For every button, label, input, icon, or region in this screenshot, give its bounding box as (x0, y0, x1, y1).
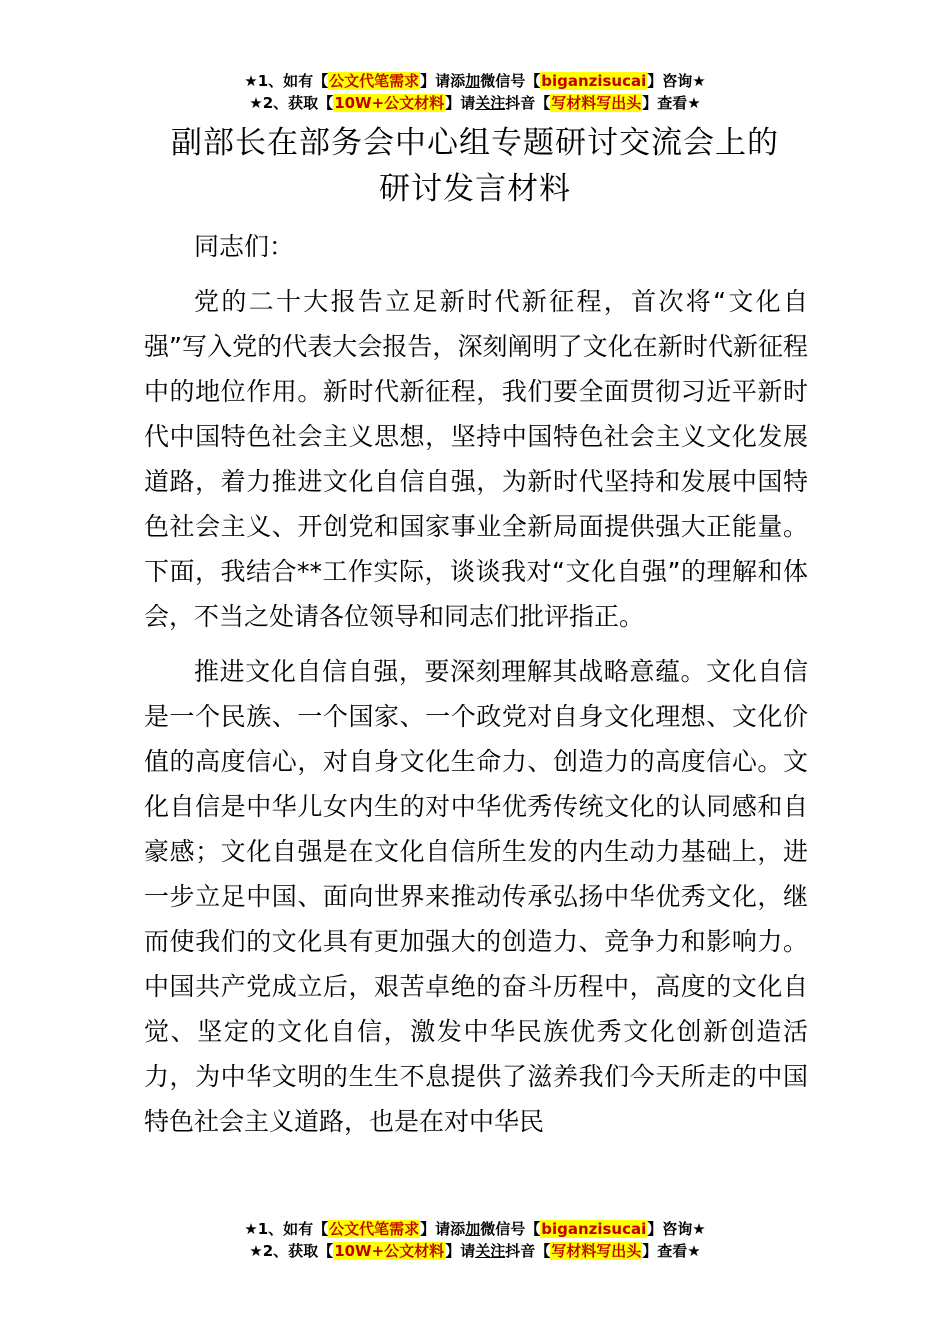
highlight-tag: 写材料写出头 (551, 94, 642, 112)
document-body (144, 224, 808, 1144)
header-banner (0, 70, 950, 114)
banner-line-1 (0, 70, 950, 92)
banner-text: 】查看★ (642, 94, 701, 112)
banner-text: 】请添 (420, 1220, 466, 1238)
banner-text: ★1、如有【 (244, 72, 329, 90)
highlight-tag: biganzisucai (541, 72, 647, 90)
banner-text: 】咨询★ (647, 1220, 706, 1238)
salutation: 同志们： (194, 232, 295, 261)
banner-emphasis: 加 (465, 72, 481, 90)
banner-emphasis: 关注 (475, 1242, 506, 1260)
banner-text: 抖音【 (505, 1242, 551, 1260)
banner-line-1 (0, 1218, 950, 1240)
banner-line-2 (0, 92, 950, 114)
highlight-tag: 公文代笔需求 (329, 1220, 420, 1238)
highlight-tag: 写材料写出头 (551, 1242, 642, 1260)
banner-text: 】请 (445, 1242, 476, 1260)
banner-text: ★1、如有【 (244, 1220, 329, 1238)
banner-text: 】查看★ (642, 1242, 701, 1260)
banner-text: ★2、获取【 (249, 1242, 334, 1260)
banner-text: 微信号【 (480, 1220, 541, 1238)
title-line-1: 副部长在部务会中心组专题研讨交流会上的 (171, 125, 779, 161)
banner-line-2 (0, 1240, 950, 1262)
highlight-tag: 公文代笔需求 (329, 72, 420, 90)
paragraph: 推进文化自信自强，要深刻理解其战略意蕴。文化自信是一个民族、一个国家、一个政党对自身文化理想、文化价值的高度信心，对自身文化生命力、创造力的高度信心。文化自信是中华儿女内生的对中华优秀传统文化的认同感和自豪感；文化自强是在文化自信所生发的内生动力基础上，进一步立足中国、面向世界来推动传承弘扬中华优秀文化，继而使我们的文化具有更加强大的创造力、竞争力和影响力。中国共产党成立后，艰苦卓绝的奋斗历程中，高度的文化自觉、坚定的文化自信，激发中华民族优秀文化创新创造活力，为中华文明的生生不息提供了滋养我们今天所走的中国特色社会主义道路，也是在对中华民 (144, 657, 808, 1136)
highlight-tag: 10W+公文材料 (334, 94, 445, 112)
banner-text: ★2、获取【 (249, 94, 334, 112)
banner-text: 】请添 (420, 72, 466, 90)
highlight-tag: biganzisucai (541, 1220, 647, 1238)
highlight-tag: 10W+公文材料 (334, 1242, 445, 1260)
paragraph: 党的二十大报告立足新时代新征程，首次将“文化自强”写入党的代表大会报告，深刻阐明了文化在新时代新征程中的地位作用。新时代新征程，我们要全面贯彻习近平新时代中国特色社会主义思想，坚持中国特色社会主义文化发展道路，着力推进文化自信自强，为新时代坚持和发展中国特色社会主义、开创党和国家事业全新局面提供强大正能量。下面，我结合**工作实际，谈谈我对“文化自强”的理解和体会，不当之处请各位领导和同志们批评指正。 (144, 287, 808, 631)
banner-text: 微信号【 (480, 72, 541, 90)
banner-text: 抖音【 (505, 94, 551, 112)
title-line-2: 研讨发言材料 (379, 171, 571, 207)
banner-emphasis: 加 (465, 1220, 481, 1238)
banner-text: 】请 (445, 94, 476, 112)
banner-emphasis: 关注 (475, 94, 506, 112)
footer-banner (0, 1218, 950, 1262)
banner-text: 】咨询★ (647, 72, 706, 90)
document-title (0, 120, 950, 212)
